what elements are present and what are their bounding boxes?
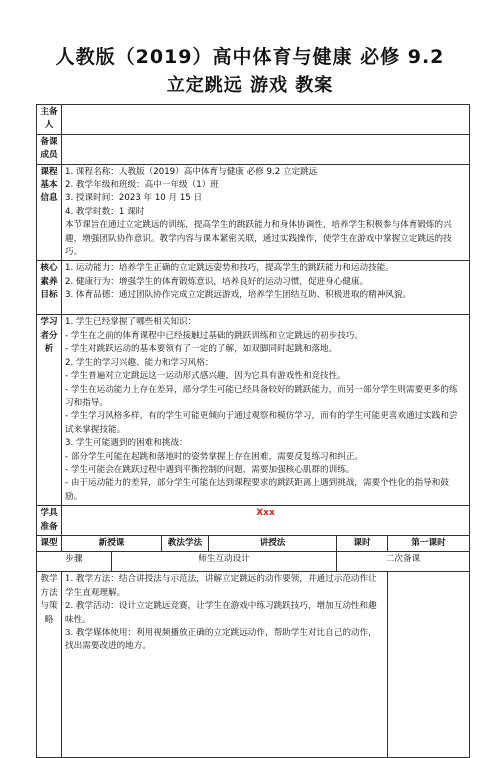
row-core-literacy <box>37 261 470 315</box>
core-goal-item: 2. 健康行为：增强学生的体育锻炼意识，培养良好的运动习惯，促进身心健康。 <box>65 276 369 287</box>
core-goal-item: 3. 体育品德：通过团队协作完成立定跳远游戏，培养学生团结互助、积极进取的精神风貌。 <box>65 290 412 301</box>
lesson-type-value: 新授课 <box>62 535 162 551</box>
label-co-preparers: 备课成员 <box>37 134 62 164</box>
label-strategy: 教学方法与策略 <box>37 572 62 758</box>
secondary-prep-header: 二次备课 <box>337 552 470 572</box>
strategy-cell <box>62 572 388 758</box>
row-lesson-type <box>37 535 470 551</box>
row-co-preparers <box>37 134 470 164</box>
learner-line: 2. 学生的学习兴趣、能力和学习风格： <box>65 357 214 368</box>
document-title: 人教版（2019）高中体育与健康 必修 9.2 <box>55 46 445 68</box>
label-lesson-type: 课型 <box>37 535 62 551</box>
basic-info-cell <box>62 164 470 261</box>
row-preparer <box>37 105 470 135</box>
core-goals-cell <box>62 261 470 315</box>
label-basic-info: 课程基本信息 <box>37 164 62 261</box>
course-overview: 本节课旨在通过立定跳远的训练，提高学生的跳跃能力和身体协调性，培养学生积极参与体育锻炼的兴趣，增强团队协作意识。教学内容与课本紧密关联，通过实践操作，使学生在游戏中掌握立定跳远的技巧。 <box>65 220 452 258</box>
learner-line: - 由于运动能力的差异，部分学生可能在达到课程要求的跳跃距离上遇到挑战，需要个性化的指导和鼓励。 <box>65 478 449 502</box>
row-strategy <box>37 572 470 758</box>
label-learner-analysis: 学习者分析 <box>37 315 62 506</box>
teaching-method-value: 讲授法 <box>209 535 337 551</box>
learner-line: - 学生对跳跃运动的基本要领有了一定的了解，如双脚同时起跳和落地。 <box>65 344 338 355</box>
label-class-hours: 课时 <box>337 535 388 551</box>
learner-line: 3. 学生可能遇到的困难和挑战： <box>65 438 188 449</box>
strategy-line: 2. 教学活动：设计立定跳远竞赛，让学生在游戏中练习跳跃技巧，增加互动性和趣味性。 <box>65 601 377 625</box>
class-hours-value: 第一课时 <box>388 535 470 551</box>
lesson-plan-table <box>36 104 470 758</box>
learner-line: 1. 学生已经掌握了哪些相关知识： <box>65 317 197 328</box>
label-preparer: 主备人 <box>37 105 62 135</box>
learner-analysis-cell <box>62 315 470 506</box>
value-preparer <box>62 105 470 135</box>
learner-line: - 学生学习风格多样，有的学生可能更倾向于通过观察和模仿学习，而有的学生可能更喜欢通过实践和尝试来掌握技能。 <box>65 411 458 435</box>
label-step: 步骤 <box>37 552 112 572</box>
secondary-prep-cell <box>388 572 470 758</box>
student-prep-cell <box>62 506 470 536</box>
row-student-prep <box>37 506 470 536</box>
strategy-line: 1. 教学方法：结合讲授法与示范法，讲解立定跳远的动作要领，并通过示范动作让学生直观理解。 <box>65 574 377 598</box>
learner-line: - 学生在运动能力上存在差异，部分学生可能已经具备较好的跳跃能力，而另一部分学生则需要更多的练习和指导。 <box>65 384 458 408</box>
row-learner-analysis <box>37 315 470 506</box>
learner-line: - 学生在之前的体育课程中已经接触过基础的跳跃训练和立定跳远的初步技巧。 <box>65 330 364 341</box>
student-prep-value: Xxx <box>256 508 275 519</box>
document-subtitle: 立定跳远 游戏 教案 <box>166 75 334 96</box>
strategy-line: 3. 教学媒体使用：利用视频播放正确的立定跳远动作，帮助学生对比自己的动作，找出需要改进的地方。 <box>65 628 377 652</box>
label-student-prep: 学具准备 <box>37 506 62 536</box>
basic-info-line: 4. 教学时数：1 课时 <box>65 206 145 217</box>
value-co-preparers <box>62 134 470 164</box>
basic-info-line: 2. 教学年级和班级：高中一年级（1）班 <box>65 180 219 191</box>
row-step-header <box>37 552 470 572</box>
row-basic-info <box>37 164 470 261</box>
basic-info-line: 1. 课程名称：人教版（2019）高中体育与健康 必修 9.2 立定跳远 <box>65 166 318 177</box>
label-teaching-method: 教法学法 <box>162 535 209 551</box>
interaction-design-header: 师生互动设计 <box>112 552 337 572</box>
label-core-literacy: 核心素养目标 <box>37 261 62 315</box>
core-goal-item: 1. 运动能力：培养学生正确的立定跳远姿势和技巧，提高学生的跳跃能力和运动技能。 <box>65 263 394 274</box>
learner-line: - 学生可能会在跳跃过程中遇到平衡控制的问题，需要加强核心肌群的训练。 <box>65 464 355 475</box>
basic-info-line: 3. 授课时间：2023 年 10 月 15 日 <box>65 193 203 204</box>
learner-line: - 部分学生可能在起跳和落地时的姿势掌握上存在困难，需要反复练习和纠正。 <box>65 451 364 462</box>
learner-line: - 学生普遍对立定跳远这一运动形式感兴趣，因为它具有游戏性和竞技性。 <box>65 371 346 382</box>
